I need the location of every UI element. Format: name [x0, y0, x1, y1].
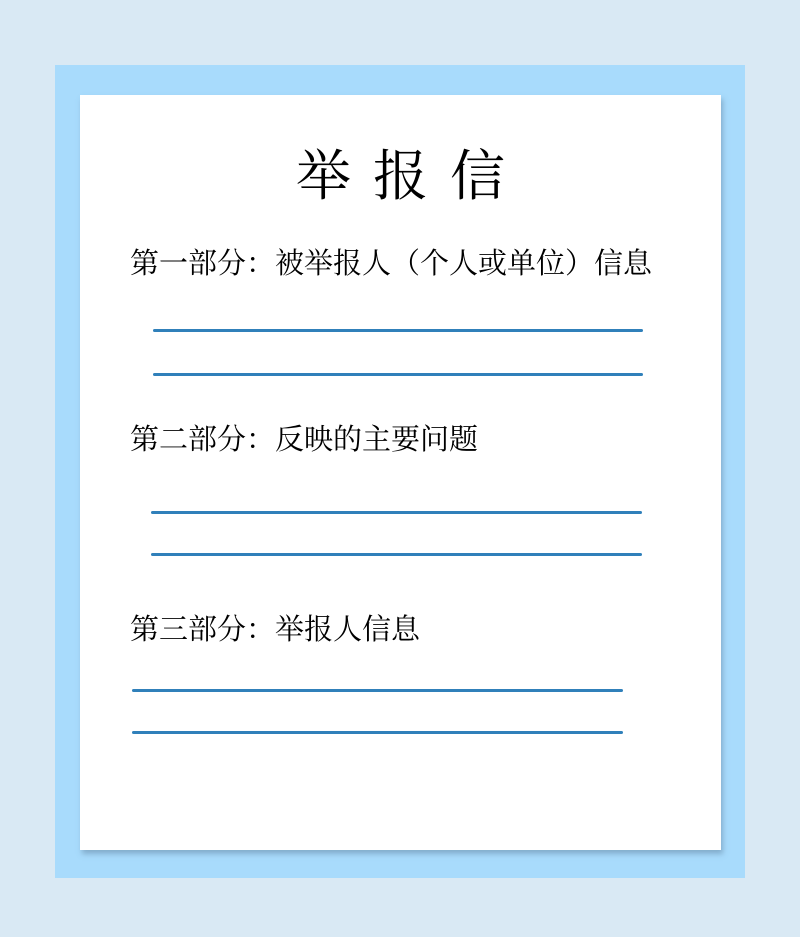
section-3-heading: 第三部分：举报人信息 [130, 614, 421, 646]
section-2-heading: 第二部分：反映的主要问题 [130, 424, 479, 456]
page-frame [55, 65, 745, 878]
blank-line [151, 511, 642, 514]
blank-line [153, 329, 643, 332]
blank-line [132, 689, 623, 692]
section-1-heading: 第一部分：被举报人（个人或单位）信息 [130, 248, 653, 280]
blank-line [132, 731, 623, 734]
blank-line [153, 373, 643, 376]
letter-page [80, 95, 721, 850]
blank-line [151, 553, 642, 556]
letter-title: 举报信 [295, 146, 527, 207]
